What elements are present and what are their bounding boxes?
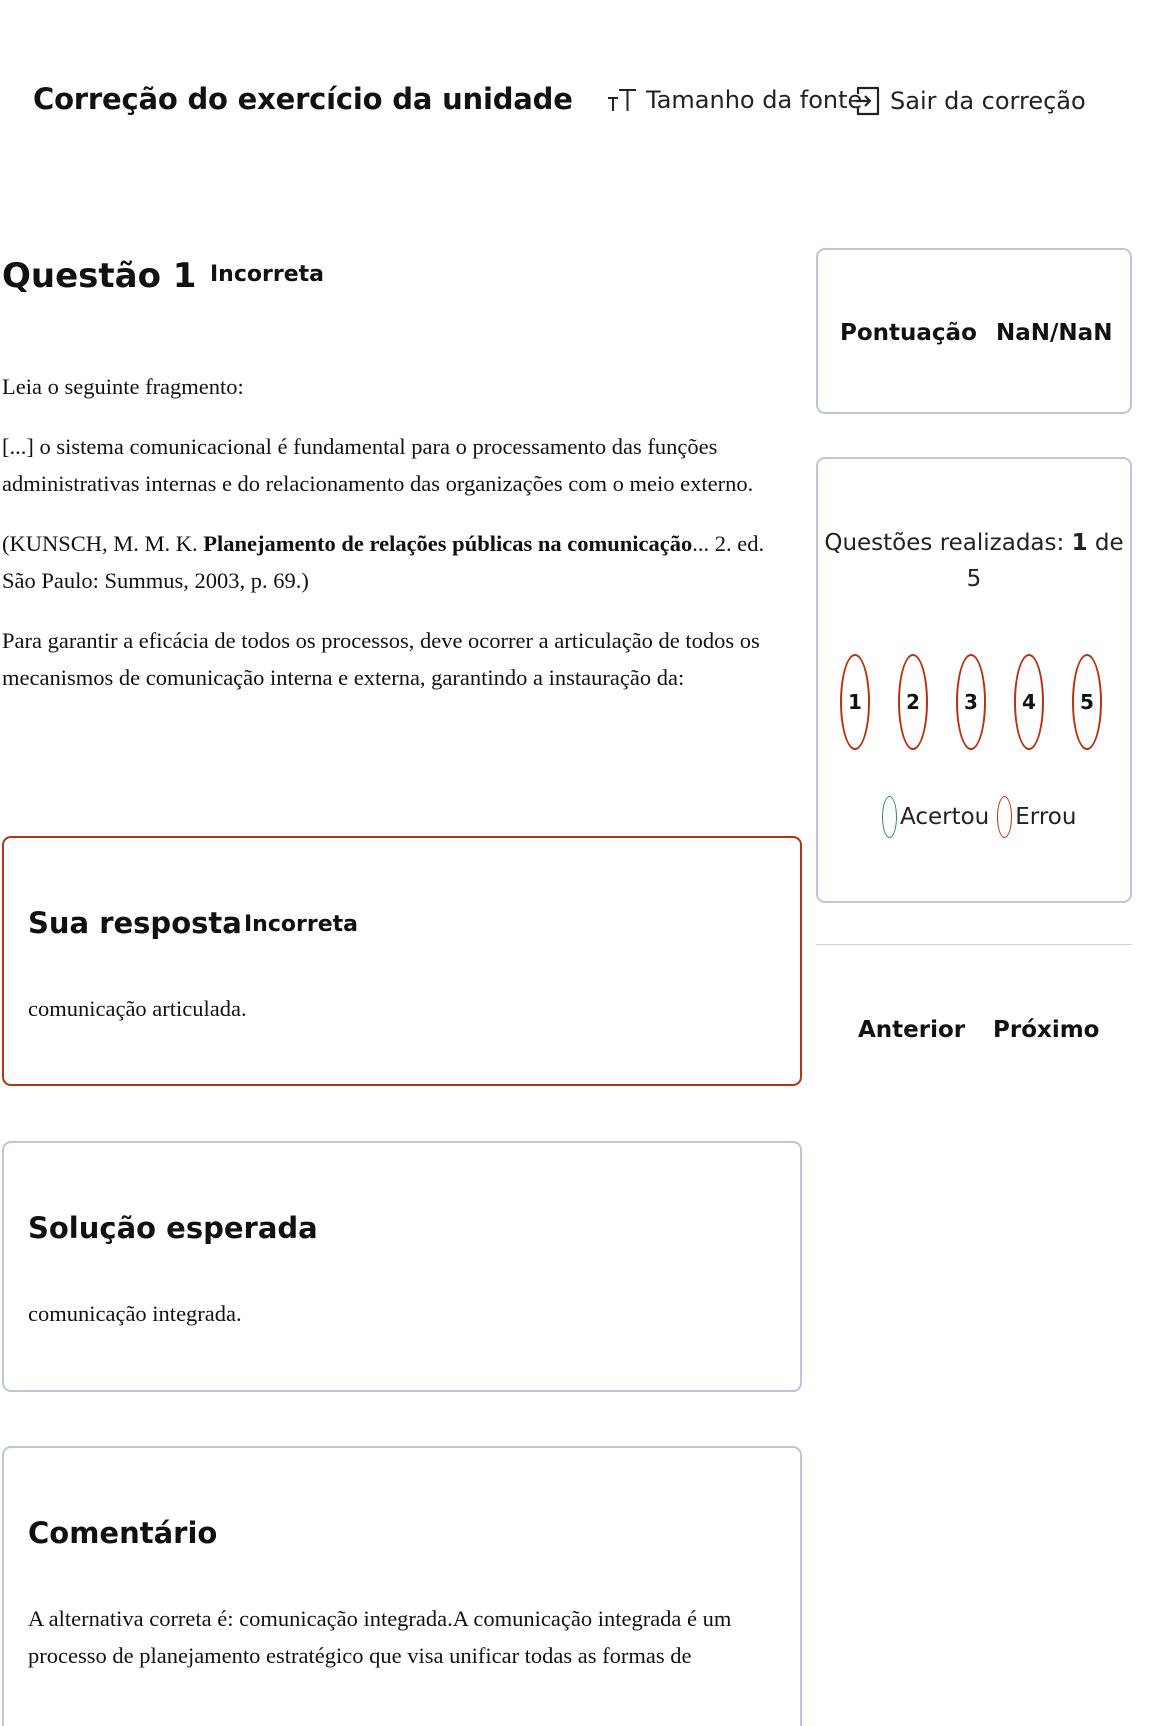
citation-title: Planejamento de relações públicas na comunicação — [203, 531, 693, 556]
questions-done-prefix: Questões realizadas: — [824, 530, 1072, 556]
question-nav-4[interactable]: 4 — [1014, 654, 1044, 750]
legend — [882, 796, 1076, 838]
question-citation — [2, 525, 792, 599]
question-nav-2[interactable]: 2 — [898, 654, 928, 750]
citation-prefix: (KUNSCH, M. M. K. — [2, 531, 204, 556]
comment-text: A alternativa correta é: comunicação integrada.A comunicação integrada é um processo de planejamento estratégico que visa unificar todas as formas de — [28, 1606, 732, 1668]
question-title: Questão 1 — [2, 256, 197, 296]
your-answer-heading: Sua resposta — [28, 906, 242, 940]
comment-card — [2, 1446, 802, 1726]
expected-solution-heading: Solução esperada — [28, 1211, 318, 1245]
questions-done-suffix: de 5 — [966, 530, 1124, 592]
wrong-legend-icon — [997, 796, 1012, 838]
question-intro: Leia o seguinte fragmento: — [2, 374, 244, 399]
score-card — [816, 248, 1132, 414]
correct-legend-icon — [882, 796, 897, 838]
legend-wrong-label: Errou — [1015, 804, 1077, 830]
font-size-label: Tamanho da fonte — [646, 86, 863, 114]
answer-status-badge: Incorreta — [244, 912, 358, 937]
citation-suffix: ... 2. ed. São Paulo: Summus, 2003, p. 69.) — [2, 531, 765, 593]
score-label: Pontuação — [840, 320, 977, 346]
score-value: NaN/NaN — [996, 320, 1113, 346]
question-nav-3[interactable]: 3 — [956, 654, 986, 750]
exit-correction-button[interactable] — [855, 86, 1086, 116]
question-status-badge: Incorreta — [210, 262, 324, 287]
divider — [816, 944, 1132, 945]
questions-done-text — [818, 525, 1130, 597]
question-nav-1[interactable]: 1 — [840, 654, 870, 750]
page-title: Correção do exercício da unidade — [33, 82, 573, 116]
exit-icon — [855, 86, 881, 116]
question-body — [2, 368, 792, 719]
expected-solution-text: comunicação integrada. — [28, 1301, 242, 1326]
previous-button[interactable]: Anterior — [858, 1017, 966, 1043]
questions-done-count: 1 — [1071, 530, 1088, 556]
comment-heading: Comentário — [28, 1516, 218, 1550]
expected-solution-card — [2, 1141, 802, 1392]
question-quote: [...] o sistema comunicacional é fundamental para o processamento das funções administrativas internas e do relacionamento das organizações com o meio externo. — [2, 434, 754, 496]
next-button[interactable]: Próximo — [993, 1017, 1100, 1043]
question-prompt: Para garantir a eficácia de todos os processos, deve ocorrer a articulação de todos os mecanismos de comunicação interna e externa, garantindo a instauração da: — [2, 628, 760, 690]
progress-card — [816, 457, 1132, 903]
font-size-button[interactable] — [607, 86, 862, 114]
legend-correct-label: Acertou — [900, 804, 990, 830]
your-answer-text: comunicação articulada. — [28, 996, 247, 1021]
question-nav-5[interactable]: 5 — [1072, 654, 1102, 750]
exit-label: Sair da correção — [890, 87, 1086, 115]
font-size-icon — [607, 87, 637, 113]
your-answer-card — [2, 836, 802, 1086]
